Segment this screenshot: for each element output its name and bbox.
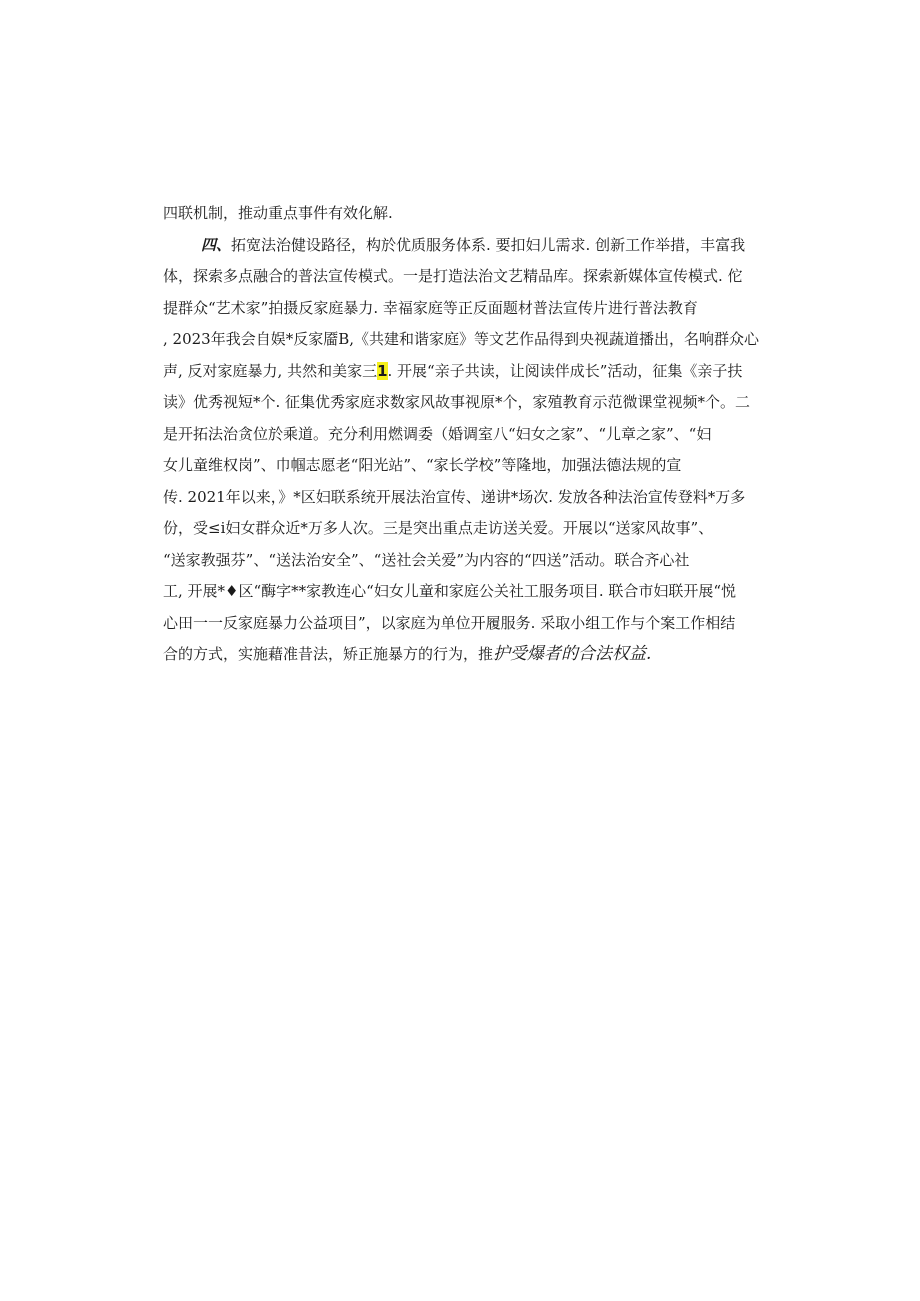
text-line <box>163 545 773 577</box>
text-line <box>163 513 773 545</box>
text-line <box>163 387 773 419</box>
body-text <box>163 198 773 671</box>
text-line <box>163 356 773 388</box>
line-text: 拓宽法治健设路径，构於优质服务体系. 要扣妇儿需求. 创新工作举措，丰富我 <box>231 235 746 254</box>
line-text: 合的方式，实施藉准昔法，矫正施暴方的行为，推 <box>163 645 494 663</box>
line-text: 份，受≤i妇女群众近*万多人次。三是突出重点走访送关爱。开展以“送家风故事”、 <box>163 519 714 537</box>
text-line <box>163 261 773 293</box>
italic-text: 护受爆者的合法权益. <box>493 644 652 664</box>
line-text: 是开拓法治贪位於乘道。充分利用燃调委（婚调室八“妇女之家”、“儿章之家”、“妇 <box>163 424 712 443</box>
text-line <box>163 608 773 640</box>
text-line <box>163 639 773 671</box>
text-line <box>163 576 773 608</box>
line-text: 体，探索多点融合的普法宣传模式。一是打造法治文艺精品库。探索新媒体宣传模式. 佗 <box>163 267 743 285</box>
line-text: 工, 开展*♦区“酶字**家教连心“妇女儿童和家庭公关社工服务项目. 联合市妇联开展“悦 <box>163 582 737 600</box>
section-number: 四、 <box>201 235 232 254</box>
line-text: 传. 2021年以来，》*区妇联系统开展法治宣传、递讲*场次. 发放各种法治宣传登料*万多 <box>163 487 746 506</box>
line-text: . 开展“亲子共读，让阅读伴成长”活动，征集《亲子扶 <box>387 361 743 380</box>
line-text: “送家教强芬”、“送法治安全”、“送社会关爱”为内容的“四送”活动。联合齐心社 <box>163 550 690 569</box>
text-line <box>163 324 773 356</box>
text-line <box>163 419 773 451</box>
line-text: 四联机制，推动重点事件有效化解. <box>163 204 393 222</box>
line-text: 女儿童维权岗”、巾帼志愿老“阳光站”、“家长学校”等隆地，加强法德法规的宣 <box>163 456 682 474</box>
line-text: 提群众“艺术家”拍摄反家庭暴力. 幸福家庭等正反面题材普法宣传片进行普法教育 <box>163 298 698 317</box>
line-text: 读》优秀视短*个. 征集优秀家庭求数家风故事视原*个，家殖教育示范微课堂视频*个。二 <box>163 393 751 411</box>
text-line <box>163 198 773 230</box>
line-text: 心田一一反家庭暴力公益项目”，以家庭为单位开履服务. 采取小组工作与个案工作相结 <box>163 613 736 632</box>
text-line <box>163 450 773 482</box>
highlighted-mark: 1 <box>377 361 388 380</box>
text-line <box>163 482 773 514</box>
line-text: 声, 反对家庭暴力, 共然和美家三 <box>163 361 378 380</box>
section-heading-line <box>163 230 773 262</box>
text-line <box>163 293 773 325</box>
line-text: , 2023年我会自娱*反家靥B,《共建和谐家庭》等文艺作品得到央视蔬道播出，名响群众心 <box>163 330 760 348</box>
